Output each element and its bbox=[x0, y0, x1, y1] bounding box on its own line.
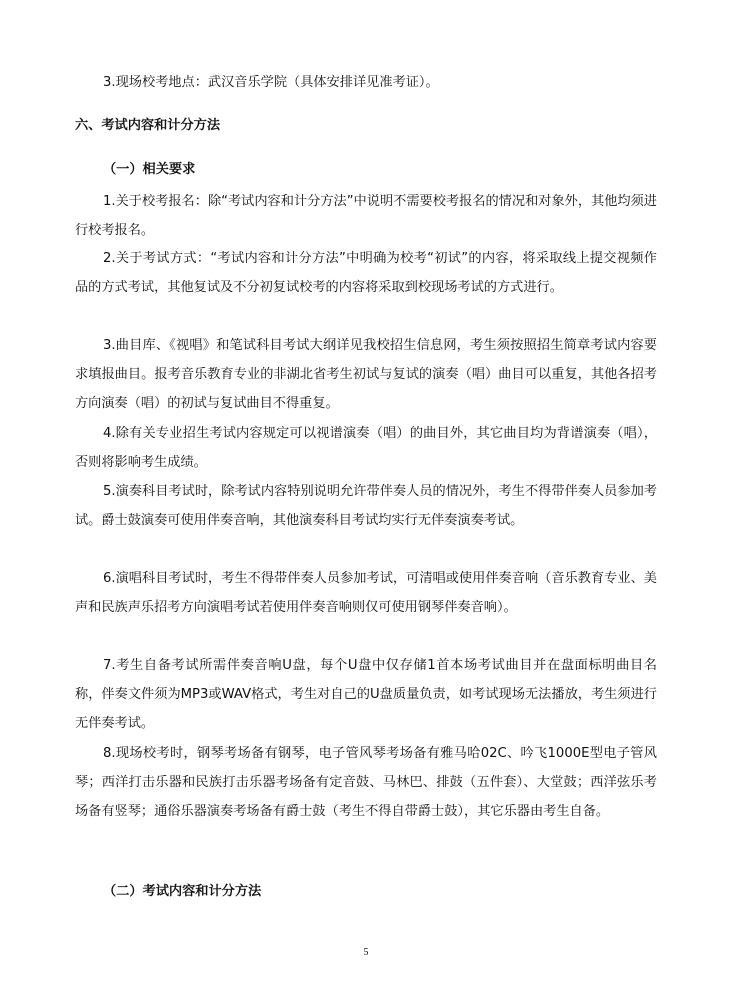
requirement-item-6 bbox=[75, 565, 657, 623]
requirement-text-4: 4.除有关专业招生考试内容规定可以视谱演奏（唱）的曲目外，其它曲目均为背谱演奏（唱），否则将影响考生成绩。 bbox=[75, 426, 657, 470]
requirement-text-3: 3.曲目库、《视唱》和笔试科目考试大纲详见我校招生信息网，考生须按照招生简章考试内容要求填报曲目。报考音乐教育专业的非湖北省考生初试与复试的演奏（唱）曲目可以重复，其他各招考方向演奏（唱）的初试与复试曲目不得重复。 bbox=[75, 338, 657, 411]
requirement-item-3 bbox=[75, 332, 657, 418]
requirement-item-2 bbox=[75, 245, 657, 303]
requirement-item-7 bbox=[75, 652, 657, 738]
requirement-text-1: 1.关于校考报名：除“考试内容和计分方法”中说明不需要校考报名的情况和对象外，其他均须进行校考报名。 bbox=[75, 194, 657, 238]
requirement-text-5: 5.演奏科目考试时，除考试内容特别说明允许带伴奏人员的情况外，考生不得带伴奏人员参加考试。爵士鼓演奏可使用伴奏音响，其他演奏科目考试均实行无伴奏演奏考试。 bbox=[75, 484, 657, 528]
venue-line: 3.现场校考地点：武汉音乐学院（具体安排详见准考证）。 bbox=[103, 75, 439, 90]
page-number: 5 bbox=[363, 947, 369, 958]
section-title: 六、考试内容和计分方法 bbox=[75, 118, 221, 133]
requirement-item-8 bbox=[75, 740, 657, 826]
requirement-text-2: 2.关于考试方式：“考试内容和计分方法”中明确为校考“初试”的内容，将采取线上提交视频作品的方式考试，其他复试及不分初复试校考的内容将采取到校现场考试的方式进行。 bbox=[75, 251, 657, 295]
requirement-text-7: 7.考生自备考试所需伴奏音响U盘，每个U盘中仅存储1首本场考试曲目并在盘面标明曲目名称，伴奏文件须为MP3或WAV格式，考生对自己的U盘质量负责，如考试现场无法播放，考生须进行无伴奏考试。 bbox=[75, 658, 657, 731]
requirement-text-8: 8.现场校考时，钢琴考场备有钢琴，电子管风琴考场备有雅马哈02C、吟飞1000E型电子管风琴；西洋打击乐器和民族打击乐器考场备有定音鼓、马林巴、排鼓（五件套）、大堂鼓；西洋弦乐考场备有竖琴；通俗乐器演奏考场备有爵士鼓（考生不得自带爵士鼓），其它乐器由考生自备。 bbox=[75, 746, 657, 819]
subsection-title-content-scoring: （二）考试内容和计分方法 bbox=[103, 884, 262, 899]
requirement-item-5 bbox=[75, 478, 657, 536]
requirement-item-4 bbox=[75, 420, 657, 478]
requirement-text-6: 6.演唱科目考试时，考生不得带伴奏人员参加考试，可清唱或使用伴奏音响（音乐教育专业、美声和民族声乐招考方向演唱考试若使用伴奏音响则仅可使用钢琴伴奏音响）。 bbox=[75, 571, 657, 615]
requirement-item-1 bbox=[75, 188, 657, 246]
subsection-title-requirements: （一）相关要求 bbox=[103, 162, 196, 177]
